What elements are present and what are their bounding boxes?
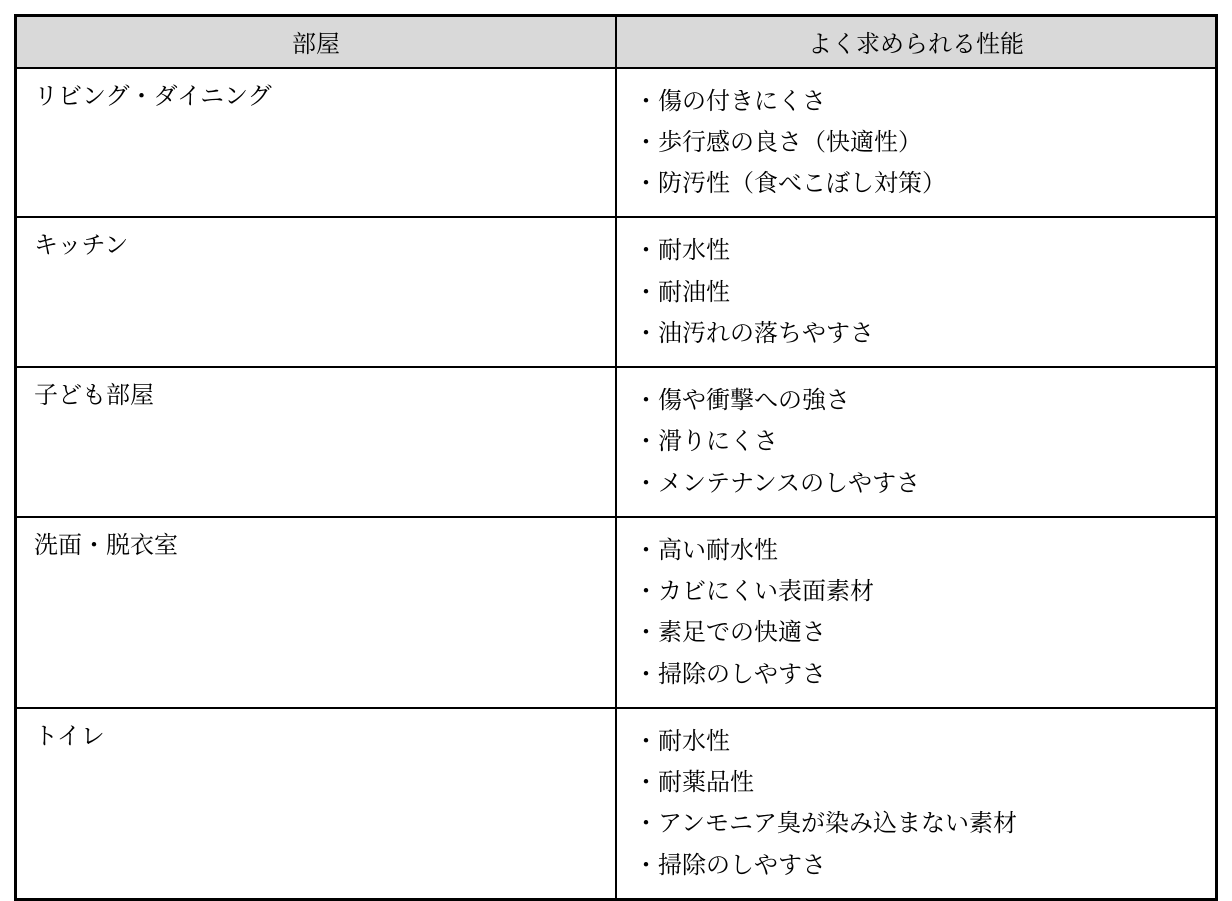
performance-item: ・カビにくい表面素材 [634, 578, 874, 606]
performance-item: ・掃除のしやすさ [634, 851, 826, 879]
room-name-cell [16, 367, 617, 517]
performance-list [634, 380, 1201, 504]
table-body [16, 68, 1217, 900]
room-performance-table [14, 14, 1218, 901]
room-name-cell [16, 708, 617, 900]
performance-item: ・油汚れの落ちやすさ [634, 319, 874, 347]
performance-item: ・防汚性（食べこぼし対策） [634, 170, 946, 198]
column-header-performance: よく求められる性能 [616, 16, 1217, 68]
performance-list [634, 530, 1201, 695]
room-name-cell [16, 217, 617, 367]
performance-list-cell [616, 217, 1217, 367]
room-name-cell [16, 68, 617, 218]
performance-item: ・耐水性 [634, 237, 730, 265]
room-name: キッチン [34, 232, 129, 260]
performance-list-cell [616, 517, 1217, 708]
room-name: トイレ [34, 722, 105, 750]
performance-item: ・掃除のしやすさ [634, 660, 826, 688]
performance-item: ・素足での快適さ [634, 619, 826, 647]
performance-item: ・アンモニア臭が染み込まない素材 [634, 810, 1018, 838]
performance-list-cell [616, 708, 1217, 900]
room-name: リビング・ダイニング [34, 82, 272, 110]
performance-item: ・高い耐水性 [634, 536, 778, 564]
performance-item: ・メンテナンスのしやすさ [634, 469, 921, 497]
room-name: 子ども部屋 [34, 382, 154, 410]
performance-item: ・傷の付きにくさ [634, 87, 826, 115]
table-row [16, 217, 1217, 367]
performance-item: ・耐薬品性 [634, 769, 754, 797]
room-name: 洗面・脱衣室 [34, 531, 178, 559]
column-header-room: 部屋 [16, 16, 617, 68]
table-row [16, 367, 1217, 517]
performance-list [634, 721, 1201, 886]
table-row [16, 708, 1217, 900]
performance-item: ・耐水性 [634, 727, 730, 755]
performance-item: ・傷や衝撃への強さ [634, 387, 850, 415]
room-name-cell [16, 517, 617, 708]
performance-item: ・耐油性 [634, 278, 730, 306]
performance-list [634, 81, 1201, 205]
table-header [16, 16, 1217, 68]
table-row [16, 517, 1217, 708]
table-row [16, 68, 1217, 218]
header-row [16, 16, 1217, 68]
performance-list [634, 230, 1201, 354]
performance-item: ・歩行感の良さ（快適性） [634, 128, 922, 156]
performance-list-cell [616, 68, 1217, 218]
performance-item: ・滑りにくさ [634, 428, 778, 456]
performance-list-cell [616, 367, 1217, 517]
